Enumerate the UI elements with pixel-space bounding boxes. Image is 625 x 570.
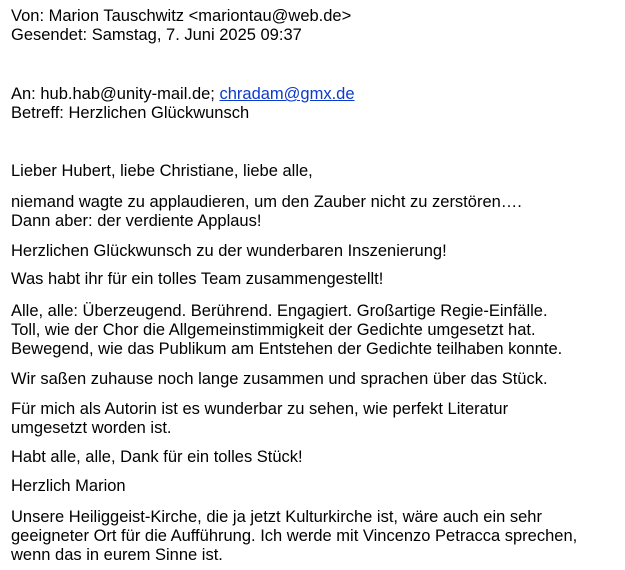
paragraph-1-line-2: Dann aber: der verdiente Applaus! — [11, 212, 262, 230]
sent-label: Gesendet: — [11, 26, 88, 44]
subject-value: Herzlichen Glückwunsch — [68, 104, 250, 122]
sent-value: Samstag, 7. Juni 2025 09:37 — [91, 26, 302, 44]
paragraph-7: Habt alle, alle, Dank für ein tolles Stück! — [11, 448, 303, 466]
paragraph-8-line-1: Unsere Heiliggeist-Kirche, die ja jetzt Kulturkirche ist, wäre auch ein sehr — [11, 508, 542, 526]
sent-line — [11, 26, 302, 45]
paragraph-8-line-2: geeigneter Ort für die Aufführung. Ich werde mit Vincenzo Petracca sprechen, — [11, 527, 578, 545]
paragraph-4-line-2: Toll, wie der Chor die Allgemeinstimmigkeit der Gedichte umgesetzt hat. — [11, 321, 536, 339]
from-label: Von: — [11, 7, 45, 25]
from-line — [11, 7, 351, 26]
to-recipient-plain: hub.hab@unity-mail.de; — [40, 85, 215, 103]
to-label: An: — [11, 85, 36, 103]
to-recipient-link[interactable]: chradam@gmx.de — [219, 85, 355, 103]
paragraph-8-line-3: wenn das in eurem Sinne ist. — [11, 546, 223, 564]
signoff: Herzlich Marion — [11, 477, 126, 495]
paragraph-4-line-1: Alle, alle: Überzeugend. Berührend. Engagiert. Großartige Regie-Einfälle. — [11, 302, 548, 320]
paragraph-4-line-3: Bewegend, wie das Publikum am Entstehen der Gedichte teilhaben konnte. — [11, 340, 563, 358]
paragraph-2: Herzlichen Glückwunsch zu der wunderbaren Inszenierung! — [11, 242, 447, 260]
subject-line — [11, 104, 249, 123]
paragraph-5: Wir saßen zuhause noch lange zusammen und sprachen über das Stück. — [11, 370, 548, 388]
greeting: Lieber Hubert, liebe Christiane, liebe alle, — [11, 162, 313, 180]
from-value: Marion Tauschwitz <mariontau@web.de> — [48, 7, 352, 25]
paragraph-1-line-1: niemand wagte zu applaudieren, um den Zauber nicht zu zerstören…. — [11, 193, 522, 211]
to-line — [11, 85, 355, 104]
paragraph-3: Was habt ihr für ein tolles Team zusammengestellt! — [11, 270, 384, 288]
subject-label: Betreff: — [11, 104, 64, 122]
paragraph-6-line-1: Für mich als Autorin ist es wunderbar zu sehen, wie perfekt Literatur — [11, 400, 509, 418]
paragraph-6-line-2: umgesetzt worden ist. — [11, 419, 172, 437]
